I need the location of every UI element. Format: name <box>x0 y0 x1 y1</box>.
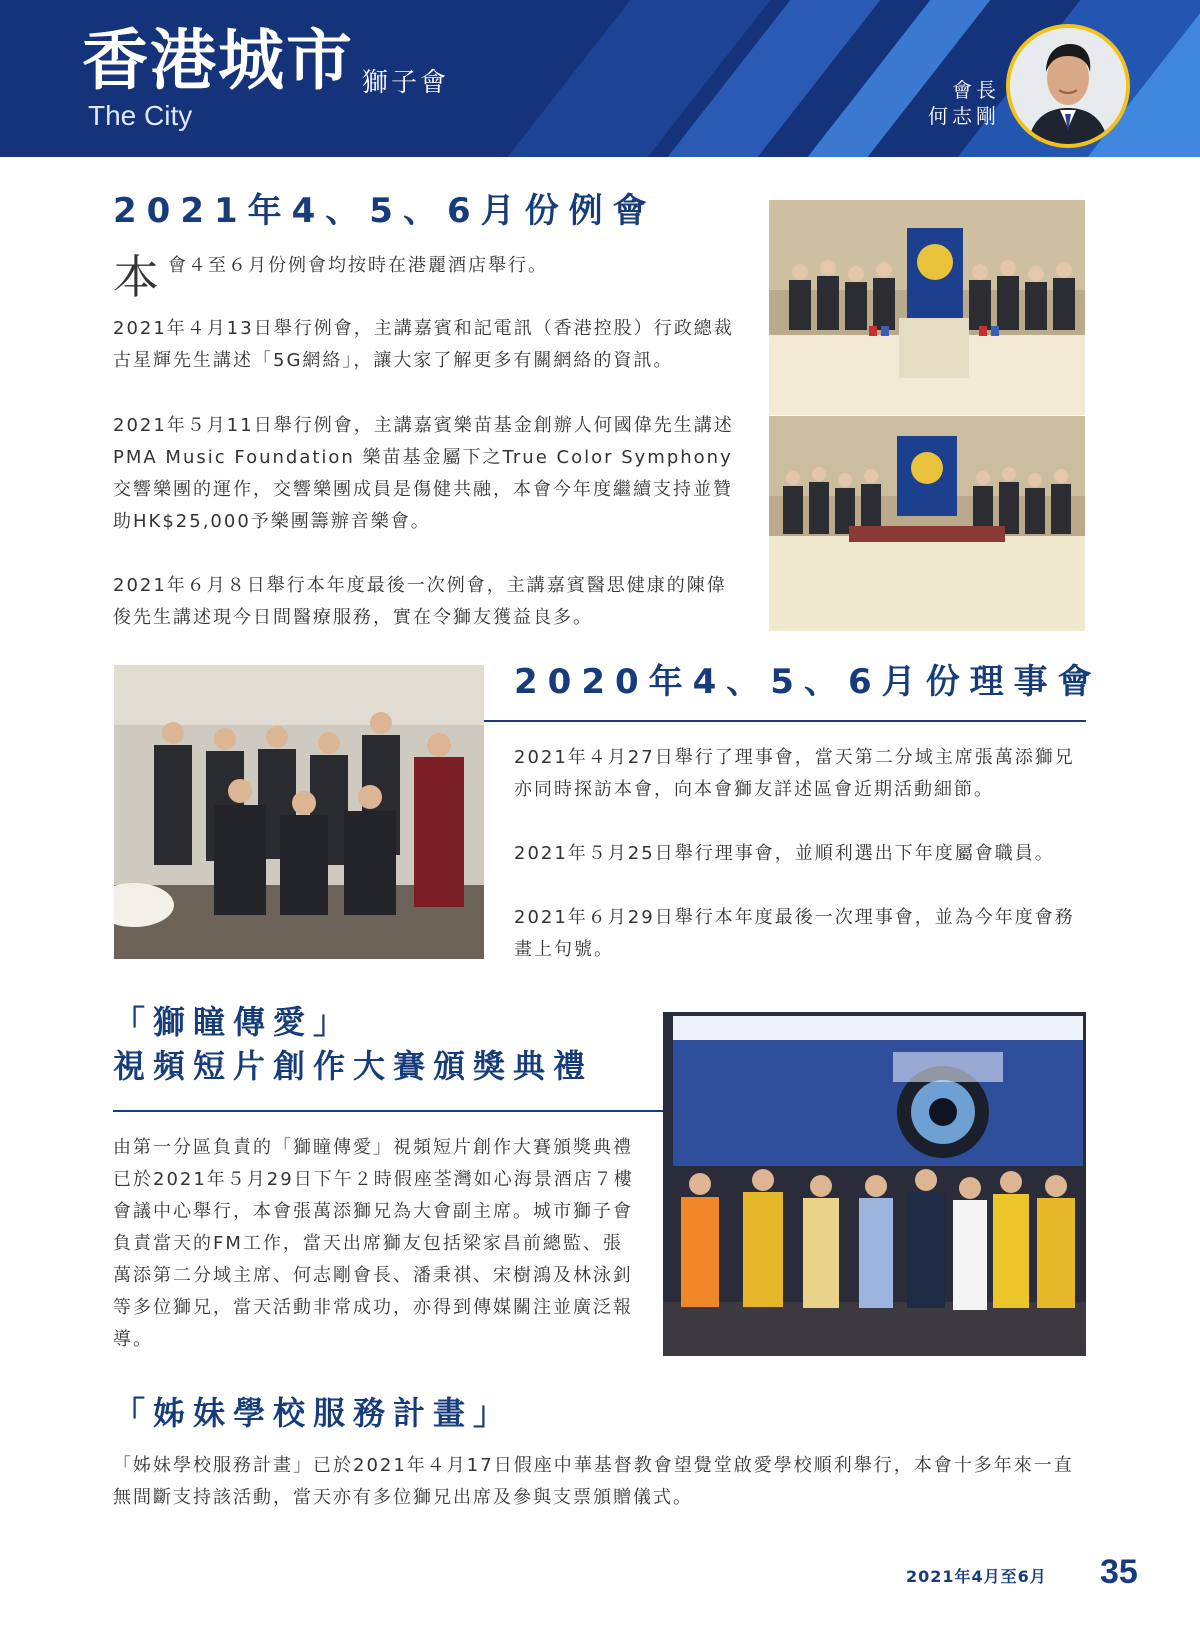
club-name-en: The City <box>88 100 193 131</box>
section3-heading-line1: 「獅瞳傳愛」 <box>113 1003 354 1041</box>
club-name-suffix: 獅子會 <box>362 68 450 98</box>
president-role: 會長 <box>952 78 1000 102</box>
section2-heading: 2020年4、5、6月份理事會 <box>514 662 1102 702</box>
section1-intro: 會４至６月份例會均按時在港麗酒店舉行。 <box>168 255 548 276</box>
section1-para3: 2021年６月８日舉行本年度最後一次例會，主講嘉賓醫思健康的陳偉俊先生講述現今日間醫療服務，實在令獅友獲益良多。 <box>113 575 727 628</box>
section3-rule <box>113 1110 663 1112</box>
award-ceremony-photo <box>663 1012 1086 1356</box>
section4-para1: 「姊妹學校服務計畫」已於2021年４月17日假座中華基督教會望覺堂啟愛學校順利舉行，本會十多年來一直無間斷支持該活動，當天亦有多位獅兄出席及參與支票頒贈儀式。 <box>113 1455 1074 1508</box>
section3-para1: 由第一分區負責的「獅瞳傳愛」視頻短片創作大賽頒獎典禮已於2021年５月29日下午２時假座荃灣如心海景酒店７樓會議中心舉行，本會張萬添獅兄為大會副主席。城市獅子會負責當天的FM工作，當天出席獅友包括梁家昌前總監、張萬添第二分域主席、何志剛會長、潘秉祺、宋樹鴻及林泳釗等多位獅兄，當天活動非常成功，亦得到傳媒關注並廣泛報導。 <box>113 1137 634 1350</box>
section1-para1: 2021年４月13日舉行例會，主講嘉賓和記電訊（香港控股）行政總裁古星輝先生講述「5G網絡」，讓大家了解更多有關網絡的資訊。 <box>113 318 734 371</box>
board-meeting-photo <box>114 665 484 959</box>
section3-heading-line2: 視頻短片創作大賽頒獎典禮 <box>113 1047 594 1085</box>
section2-rule <box>484 720 1086 722</box>
president-avatar <box>1006 24 1130 148</box>
president-name: 何志剛 <box>928 104 1000 128</box>
section1-heading: 2021年4、5、6月份例會 <box>113 191 657 231</box>
dropcap: 本 <box>113 250 159 304</box>
section1-para2: 2021年５月11日舉行例會，主講嘉賓樂苗基金創辦人何國偉先生講述 PMA Music Foundation 樂苗基金屬下之True Color Symphony交響樂團的運作，交響樂團成員是傷健共融，本會今年度繼續支持並贊助HK$25,000予樂團籌辦音樂會。 <box>113 415 734 532</box>
section4-heading: 「姊妹學校服務計畫」 <box>113 1394 514 1432</box>
club-name-cn: 香港城市 <box>82 22 354 99</box>
section2-para2: 2021年５月25日舉行理事會，並順利選出下年度屬會職員。 <box>514 843 1055 864</box>
meeting-photo-april <box>769 200 1085 415</box>
section2-para1: 2021年４月27日舉行了理事會，當天第二分域主席張萬添獅兄亦同時探訪本會，向本會獅友詳述區會近期活動細節。 <box>514 747 1075 800</box>
issue-date: 2021年4月至6月 <box>906 1567 1047 1586</box>
page-number: 35 <box>1100 1553 1138 1591</box>
meeting-photo-may <box>769 416 1085 631</box>
section2-para3: 2021年６月29日舉行本年度最後一次理事會，並為今年度會務畫上句號。 <box>514 907 1075 960</box>
